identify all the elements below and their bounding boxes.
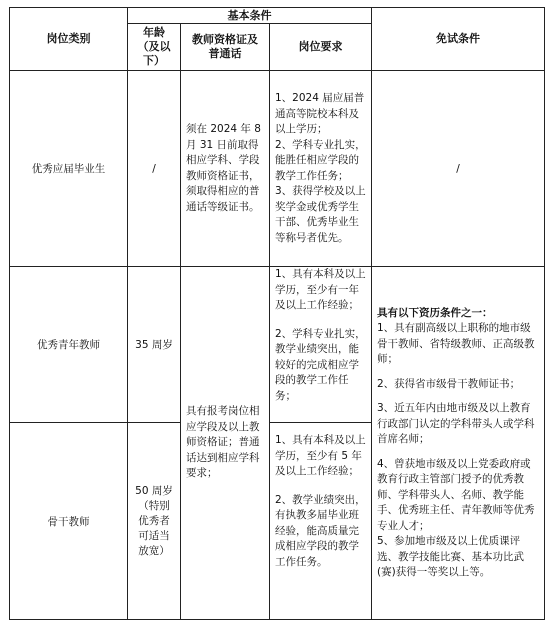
age-cell [128,423,181,620]
spacer [377,392,539,401]
header-age-text: 年龄（及以下） [137,26,171,67]
category-cell: 骨干教师 [10,423,128,620]
exempt-item: 1、具有副高级以上职称的地市级骨干教师、省特级教师、正高级教师； [377,322,535,365]
header-post-requirements: 岗位要求 [270,24,372,71]
header-exam-exempt: 免试条件 [372,8,545,71]
spacer [275,480,366,493]
requirement-item: 2、教学业绩突出，有执教多届毕业班经验，能高质量完成相应学段的教学工作任务。 [275,493,366,568]
exempt-item: 5、参加地市级及以上优质课评选、教学技能比赛、基本功比武(赛)获得一等奖以上等。 [377,535,524,578]
exempt-item: 2、获得省市级骨干教师证书； [377,377,521,390]
requirement-item: 1、2024 届应届普通高等院校本科及以上学历； [275,92,365,135]
requirements-cell [270,71,372,267]
spacer [377,368,539,377]
age-cell-text: 50 周岁（特别优秀者可适当放宽） [135,484,173,557]
category-cell: 优秀青年教师 [10,267,128,423]
spacer [377,448,539,457]
header-qualification [181,24,270,71]
requirement-item: 1、具有本科及以上学历，至少有 5 年及以上工作经验； [275,434,366,477]
exempt-item: 3、近五年内由地市级及以上教育行政部门认定的学科带头人或学科首席名师； [377,402,535,445]
requirement-item: 1、具有本科及以上学历，至少有一年及以上工作经验； [275,268,366,311]
header-basic-conditions: 基本条件 [128,8,372,24]
exempt-title: 具有以下资历条件之一： [377,306,493,319]
table-row-young-teacher [10,267,545,423]
shared-qualification-cell: 具有报考岗位相应学段及以上教师资格证；普通话达到相应学科要求； [181,267,270,620]
shared-exempt-cell [372,267,545,620]
table-row-graduate [10,71,545,267]
qualification-cell: 须在 2024 年 8 月 31 日前取得相应学科、学段教师资格证书，须取得相应的普通话等级证书。 [181,71,270,267]
header-post-category: 岗位类别 [10,8,128,71]
requirement-item: 3、获得学校及以上奖学金或优秀学生干部、优秀毕业生等称号者优先。 [275,185,366,244]
category-cell: 优秀应届毕业生 [10,71,128,267]
header-qualification-text: 教师资格证及普通话 [192,33,258,60]
requirements-cell [270,267,372,423]
requirement-item: 2、学科专业扎实，能胜任相应学段的教学工作任务； [275,138,366,182]
recruitment-conditions-table [9,7,545,620]
requirement-item: 2、学科专业扎实，教学业绩突出，能较好的完成相应学段的教学工作任务； [275,327,366,402]
exempt-cell: / [372,71,545,267]
requirements-cell [270,423,372,620]
header-age [128,24,181,71]
spacer [275,314,366,327]
age-cell: / [128,71,181,267]
age-cell: 35 周岁 [128,267,181,423]
exempt-item: 4、曾获地市级及以上党委政府或教育行政主管部门授予的优秀教师、学科带头人、名师、教学能手、优秀班主任、青年教师等优秀专业人才； [377,457,535,532]
